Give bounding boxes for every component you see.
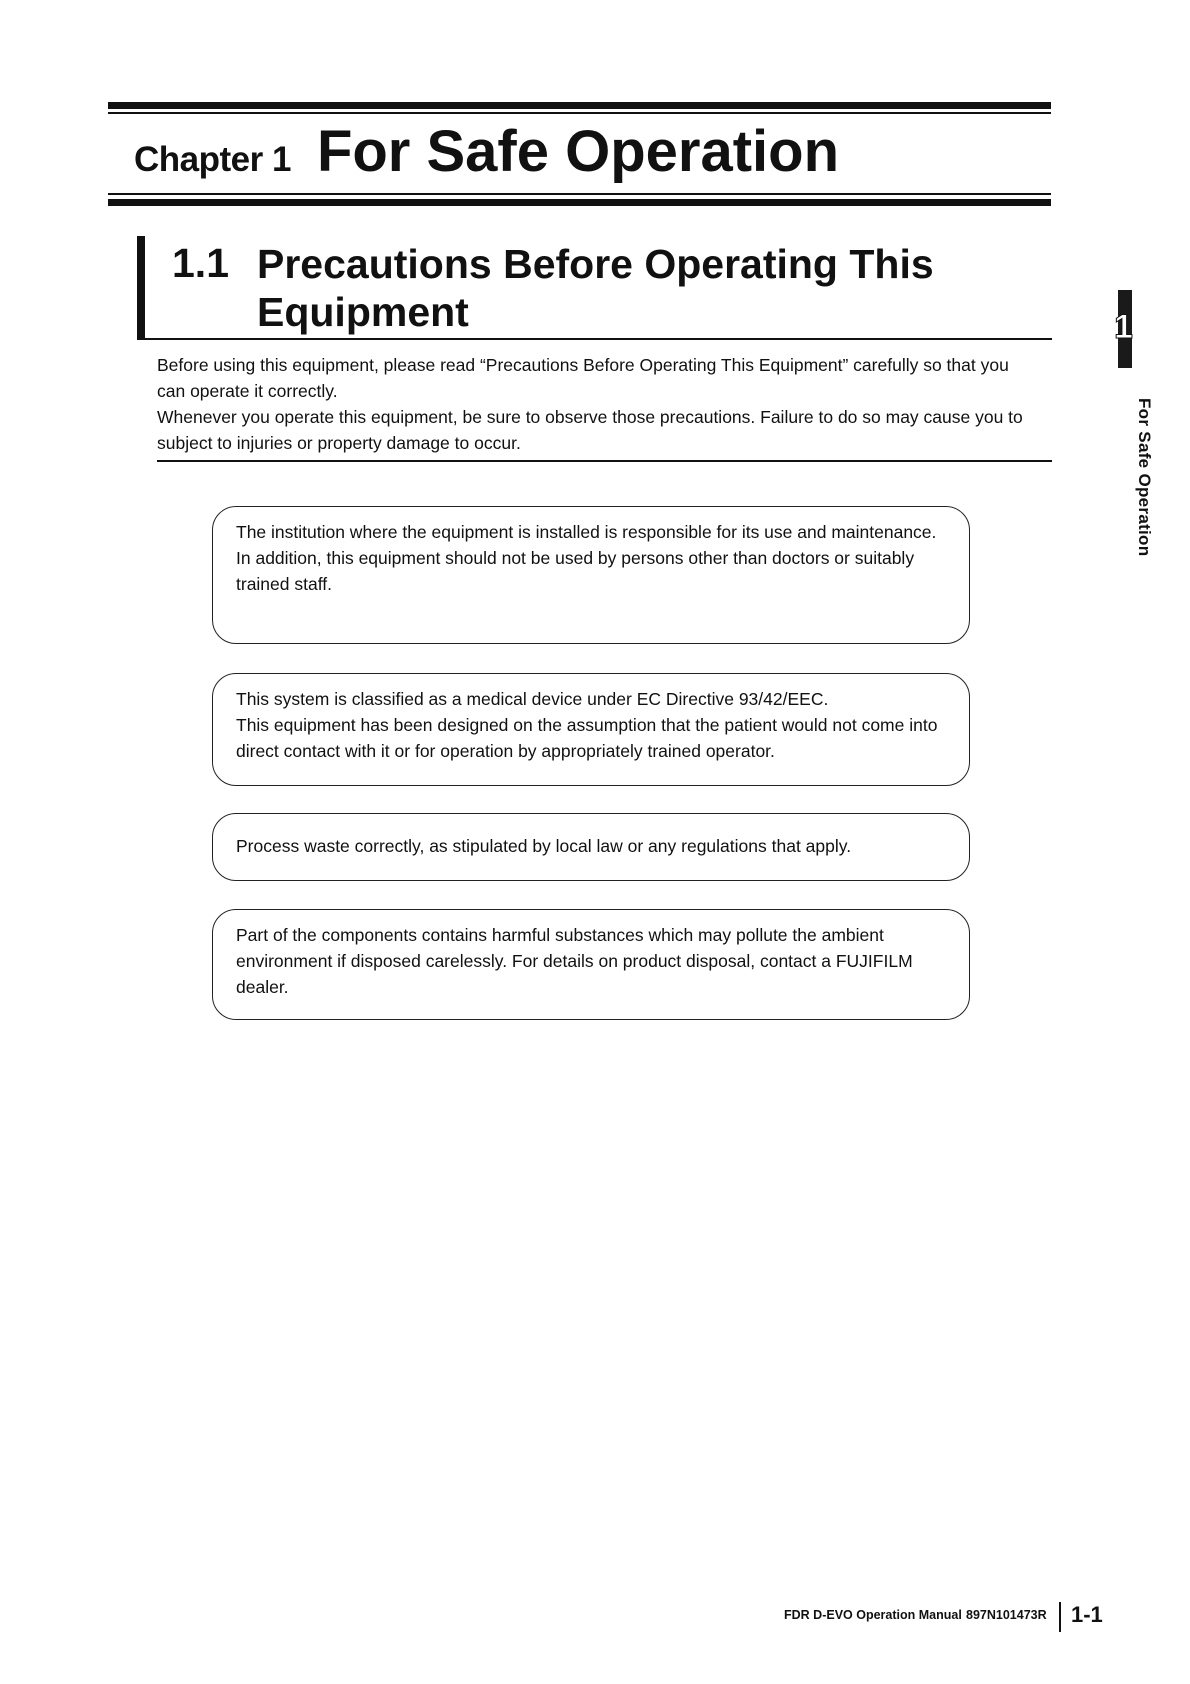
chapter-heading [134, 118, 839, 185]
footer-manual-title: FDR D-EVO Operation Manual [784, 1608, 962, 1622]
footer-page-number: 1-1 [1071, 1602, 1103, 1627]
footer-separator [1059, 1602, 1061, 1632]
notice-box [212, 813, 970, 881]
intro-rule [157, 460, 1052, 462]
notice-text: The institution where the equipment is installed is responsible for its use and maintenance. [236, 522, 937, 542]
chapter-title: For Safe Operation [316, 119, 840, 184]
chapter-bottom-rule-thin [108, 193, 1051, 195]
notice-box [212, 673, 970, 786]
notice-box [212, 909, 970, 1020]
notice-text: This system is classified as a medical device under EC Directive 93/42/EEC. [236, 689, 829, 709]
notice-box [212, 506, 970, 644]
intro-line: Whenever you operate this equipment, be sure to observe those precautions. Failure to do so may cause you to subject to injuries or property damage to occur. [157, 407, 1023, 453]
side-chapter-label: For Safe Operation [1135, 398, 1154, 557]
chapter-label: Chapter 1 [134, 140, 291, 179]
chapter-top-rule-thick [108, 102, 1051, 109]
footer-document-code: 897N101473R [966, 1608, 1047, 1622]
intro-paragraph [157, 352, 1037, 456]
notice-text: This equipment has been designed on the assumption that the patient would not come into direct contact with it or for operation by appropriately trained operator. [236, 715, 938, 761]
chapter-bottom-rule-thick [108, 199, 1051, 206]
notice-text: In addition, this equipment should not be used by persons other than doctors or suitably trained staff. [236, 548, 915, 594]
notice-text: Process waste correctly, as stipulated by local law or any regulations that apply. [236, 836, 852, 856]
side-chapter-number: 1 [1114, 308, 1133, 346]
notice-text: Part of the components contains harmful substances which may pollute the ambient environment if disposed carelessly. For details on product disposal, contact a FUJIFILM dealer. [236, 925, 913, 997]
section-marker-bar [137, 236, 145, 338]
chapter-top-rule-thin [108, 112, 1051, 114]
section-title: Precautions Before Operating This Equipment [257, 241, 934, 335]
section-number: 1.1 [172, 240, 229, 286]
section-rule [137, 338, 1052, 340]
intro-line: Before using this equipment, please read “Precautions Before Operating This Equipment” carefully so that you can operate it correctly. [157, 355, 1009, 401]
